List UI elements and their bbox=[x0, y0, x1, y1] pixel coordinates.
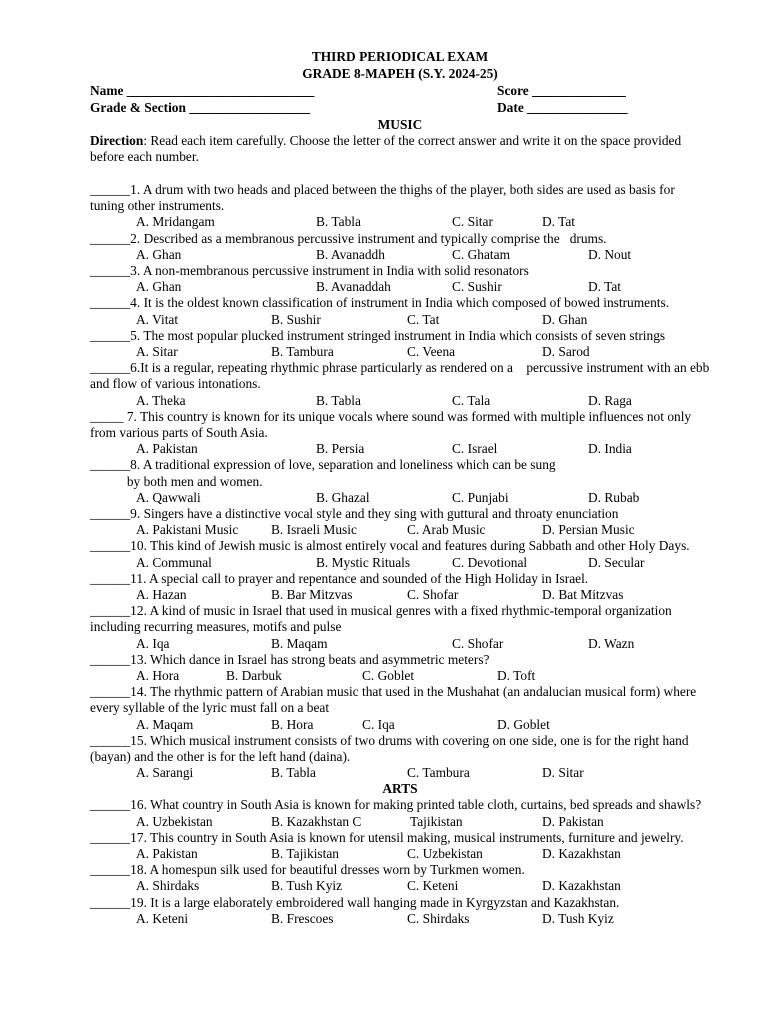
answer-options bbox=[90, 911, 710, 927]
answer-option: D. Tush Kyiz bbox=[542, 910, 614, 926]
question-list bbox=[90, 182, 713, 927]
answer-option: A. Mridangam bbox=[136, 214, 215, 230]
answer-option: C. Goblet bbox=[362, 667, 415, 683]
answer-option: D. Tat bbox=[588, 279, 622, 295]
answer-option: A. Ghan bbox=[136, 246, 182, 262]
answer-option: D. Wazn bbox=[588, 635, 635, 651]
answer-option: B. Israeli Music bbox=[271, 522, 357, 538]
answer-option: A. Pakistan bbox=[136, 846, 198, 862]
question-text: ______15. Which musical instrument consists of two drums with covering on one side, one is for the right hand (bayan) and the other is for the left hand (daina). bbox=[90, 732, 692, 764]
question-text: ______11. A special call to prayer and repentance and sounded of the High Holiday in Israel. bbox=[90, 570, 589, 586]
answer-option: A. Iqa bbox=[136, 635, 170, 651]
section-music-heading: MUSIC bbox=[377, 117, 423, 132]
answer-options bbox=[90, 717, 710, 733]
name-field: Name ____________________________ bbox=[90, 83, 315, 98]
answer-options bbox=[90, 279, 710, 295]
answer-option: D. Nout bbox=[588, 246, 632, 262]
question-text: ______19. It is a large elaborately embroidered wall hanging made in Kyrgyzstan and Kazakhstan. bbox=[90, 894, 620, 910]
answer-option: A. Hazan bbox=[136, 586, 187, 602]
answer-option: A. Shirdaks bbox=[136, 878, 200, 894]
answer-option: D. Sitar bbox=[542, 765, 584, 781]
answer-option: D. Secular bbox=[588, 554, 645, 570]
direction-label: Direction bbox=[90, 133, 144, 148]
answer-option: D. Bat Mitzvas bbox=[542, 586, 624, 602]
name-score-row bbox=[90, 82, 710, 99]
answer-option: B. Tambura bbox=[271, 343, 334, 359]
answer-options bbox=[90, 587, 710, 603]
answer-option: B. Tabla bbox=[316, 392, 361, 408]
answer-option: B. Persia bbox=[316, 441, 365, 457]
answer-option: C. Shirdaks bbox=[407, 910, 470, 926]
answer-options bbox=[90, 555, 710, 571]
answer-option: D. India bbox=[588, 441, 632, 457]
answer-option: B. Avanaddah bbox=[316, 279, 391, 295]
answer-options bbox=[90, 522, 710, 538]
answer-option: C. Sushir bbox=[452, 279, 502, 295]
answer-option: A. Hora bbox=[136, 667, 180, 683]
answer-option: A. Theka bbox=[136, 392, 186, 408]
spacer bbox=[90, 165, 710, 182]
question-text: ______17. This country in South Asia is known for utensil making, musical instruments, furniture and jewelry. bbox=[90, 829, 684, 845]
answer-option: A. Keteni bbox=[136, 910, 189, 926]
exam-title: THIRD PERIODICAL EXAM bbox=[311, 49, 489, 64]
answer-option: A. Maqam bbox=[136, 716, 194, 732]
answer-options bbox=[90, 765, 710, 781]
answer-option: C. Uzbekistan bbox=[407, 846, 483, 862]
answer-option: C. Punjabi bbox=[452, 489, 509, 505]
question-text: ______9. Singers have a distinctive vocal style and they sing with guttural and throaty enunciation bbox=[90, 505, 619, 521]
answer-options bbox=[90, 878, 710, 894]
answer-option: C. Iqa bbox=[362, 716, 395, 732]
question-text: ______1. A drum with two heads and placed between the thighs of the player, both sides are used as basis for tuning other instruments. bbox=[90, 182, 679, 214]
answer-option: D. Sarod bbox=[542, 343, 590, 359]
answer-options bbox=[90, 312, 710, 328]
answer-option: C. Tat bbox=[407, 311, 440, 327]
answer-option: A. Sitar bbox=[136, 343, 178, 359]
answer-option: C. Tambura bbox=[407, 765, 470, 781]
question-text: _____ 7. This country is known for its unique vocals where sound was formed with multiple influences not only from various parts of South Asia. bbox=[90, 408, 695, 440]
answer-option: B. Tabla bbox=[271, 765, 316, 781]
answer-option: C. Shofar bbox=[452, 635, 504, 651]
answer-option: D. Kazakhstan bbox=[542, 846, 621, 862]
answer-option: B. Mystic Rituals bbox=[316, 554, 411, 570]
section-arts-heading: ARTS bbox=[382, 781, 418, 797]
date-field: Date _______________ bbox=[497, 100, 628, 115]
answer-options bbox=[90, 441, 710, 457]
answer-option: A. Sarangi bbox=[136, 765, 194, 781]
answer-option: C. Keteni bbox=[407, 878, 459, 894]
question-text: ______14. The rhythmic pattern of Arabian music that used in the Mushahat (an andalucian musical form) where every syllable of the lyric must fall on a beat bbox=[90, 684, 700, 716]
question-text: ______10. This kind of Jewish music is almost entirely vocal and features during Sabbath and other Holy Days. bbox=[90, 538, 690, 554]
answer-option: B. Maqam bbox=[271, 635, 328, 651]
answer-option: B. Hora bbox=[271, 716, 314, 732]
answer-option: Tajikistan bbox=[410, 813, 463, 829]
answer-options bbox=[90, 668, 710, 684]
answer-option: B. Tajikistan bbox=[271, 846, 339, 862]
question-text: ______8. A traditional expression of love, separation and loneliness which can be sung by both men and women. bbox=[90, 457, 556, 489]
answer-options bbox=[90, 490, 710, 506]
answer-option: D. Toft bbox=[497, 667, 536, 683]
direction-text bbox=[90, 133, 710, 165]
exam-page bbox=[90, 48, 713, 927]
answer-option: A. Pakistani Music bbox=[136, 522, 239, 538]
question-text: ______18. A homespun silk used for beautiful dresses worn by Turkmen women. bbox=[90, 862, 525, 878]
answer-option: D. Goblet bbox=[497, 716, 550, 732]
answer-option: A. Pakistan bbox=[136, 441, 198, 457]
exam-subtitle: GRADE 8-MAPEH (S.Y. 2024-25) bbox=[302, 66, 498, 81]
answer-options bbox=[90, 814, 710, 830]
answer-option: C. Devotional bbox=[452, 554, 528, 570]
answer-options bbox=[90, 636, 710, 652]
answer-option: B. Sushir bbox=[271, 311, 321, 327]
answer-option: D. Rubab bbox=[588, 489, 640, 505]
answer-option: B. Tabla bbox=[316, 214, 361, 230]
answer-option: D. Pakistan bbox=[542, 813, 604, 829]
question-text: ______6.It is a regular, repeating rhythmic phrase particularly as rendered on a percussive instrument with an ebb and flow of various intonations. bbox=[90, 360, 713, 392]
answer-option: D. Raga bbox=[588, 392, 632, 408]
answer-options bbox=[90, 846, 710, 862]
answer-option: B. Avanaddh bbox=[316, 246, 385, 262]
grade-date-row bbox=[90, 99, 710, 116]
answer-option: B. Kazakhstan C bbox=[271, 813, 362, 829]
answer-option: A. Ghan bbox=[136, 279, 182, 295]
answer-options bbox=[90, 214, 710, 230]
answer-options bbox=[90, 344, 710, 360]
answer-option: B. Darbuk bbox=[226, 667, 282, 683]
answer-option: A. Qawwali bbox=[136, 489, 201, 505]
answer-option: A. Vitat bbox=[136, 311, 179, 327]
question-text: ______5. The most popular plucked instrument stringed instrument in India which consists of seven strings bbox=[90, 327, 666, 343]
answer-option: C. Sitar bbox=[452, 214, 493, 230]
answer-option: A. Communal bbox=[136, 554, 212, 570]
answer-options bbox=[90, 247, 710, 263]
answer-option: B. Frescoes bbox=[271, 910, 334, 926]
question-text: ______3. A non-membranous percussive instrument in India with solid resonators bbox=[90, 262, 529, 278]
answer-option: C. Tala bbox=[452, 392, 491, 408]
answer-option: C. Ghatam bbox=[452, 246, 511, 262]
answer-option: C. Israel bbox=[452, 441, 498, 457]
answer-option: A. Uzbekistan bbox=[136, 813, 213, 829]
answer-option: D. Kazakhstan bbox=[542, 878, 621, 894]
answer-options bbox=[90, 393, 710, 409]
answer-option: D. Ghan bbox=[542, 311, 588, 327]
question-text: ______16. What country in South Asia is known for making printed table cloth, curtains, bed spreads and shawls? bbox=[90, 797, 702, 813]
question-text: ______12. A kind of music in Israel that used in musical genres with a fixed rhythmic-temporal organization including recurring measures, motifs and pulse bbox=[90, 603, 676, 635]
answer-option: B. Bar Mitzvas bbox=[271, 586, 353, 602]
answer-option: B. Ghazal bbox=[316, 489, 370, 505]
answer-option: C. Shofar bbox=[407, 586, 459, 602]
question-text: ______13. Which dance in Israel has strong beats and asymmetric meters? bbox=[90, 651, 490, 667]
question-text: ______2. Described as a membranous percussive instrument and typically comprise the drums. bbox=[90, 230, 607, 246]
answer-option: C. Arab Music bbox=[407, 522, 486, 538]
direction-body: : Read each item carefully. Choose the letter of the correct answer and write it on the space provided before each number. bbox=[90, 133, 682, 164]
answer-option: D. Tat bbox=[542, 214, 576, 230]
answer-option: B. Tush Kyiz bbox=[271, 878, 343, 894]
answer-option: D. Persian Music bbox=[542, 522, 635, 538]
score-field: Score ______________ bbox=[497, 83, 626, 98]
grade-section-field: Grade & Section __________________ bbox=[90, 100, 310, 115]
question-text: ______4. It is the oldest known classification of instrument in India which composed of bowed instruments. bbox=[90, 295, 670, 311]
answer-option: C. Veena bbox=[407, 343, 456, 359]
